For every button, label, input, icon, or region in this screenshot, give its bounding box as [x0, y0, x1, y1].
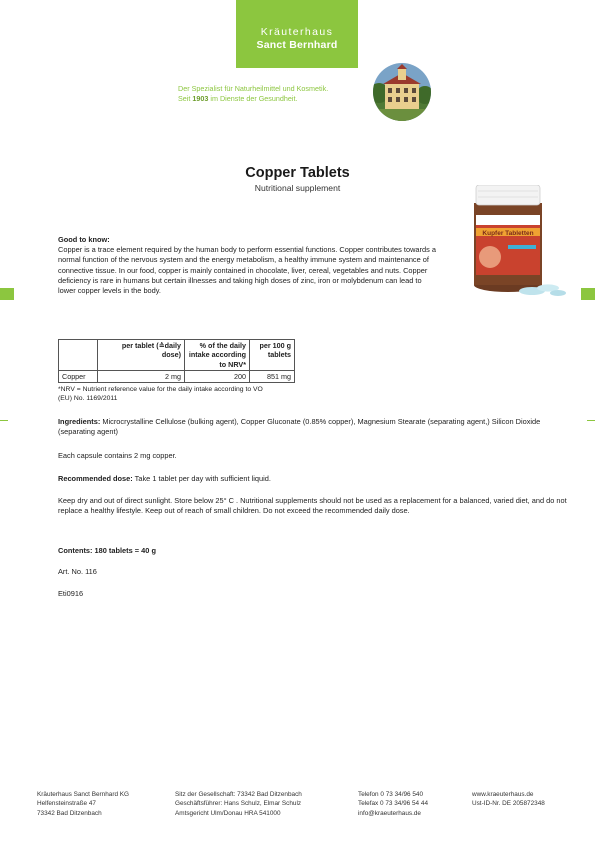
- footer-website[interactable]: www.kraeuterhaus.de: [472, 791, 534, 798]
- brand-name-line2: Sanct Bernhard: [256, 39, 338, 51]
- storage-note: Keep dry and out of direct sunlight. Store below 25° C . Nutritional supplements should not be used as a replacement for a balanced, varied diet, and do not replace a healthy lifestyle. Keep out of reach of small children. Do not exceed the recommended daily dose.: [58, 496, 567, 516]
- good-to-know-section: [58, 235, 578, 296]
- product-subtitle: Nutritional supplement: [254, 183, 341, 193]
- jar-label-text: Kupfer Tabletten: [482, 230, 534, 237]
- table-header-row: [59, 340, 295, 371]
- building-photo: [373, 63, 431, 121]
- table-cell: 200: [185, 371, 250, 383]
- brand-logo: [236, 0, 358, 68]
- ingredients-section: [58, 417, 578, 437]
- nrv-footnote: *NRV = Nutrient reference value for the daily intake according to VO (EU) No. 1169/2011: [58, 386, 263, 403]
- footer-company: Kräuterhaus Sanct Bernhard KG Helfensteinstraße 47 73342 Bad Ditzenbach: [37, 791, 130, 817]
- nutrition-table: [58, 339, 295, 383]
- table-header: [59, 340, 98, 371]
- tagline-line1: Der Spezialist für Naturheilmittel und Kosmetik.: [178, 84, 329, 93]
- article-number: Art. No. 116: [58, 567, 97, 576]
- fold-mark-right: [581, 288, 595, 300]
- fold-mark-left: [0, 288, 14, 300]
- brand-name-line1: Kräuterhaus: [260, 26, 334, 38]
- footer-contact: Telefon 0 73 34/96 540 Telefax 0 73 34/96 54 44 info@kraeuterhaus.de: [358, 791, 428, 817]
- punch-mark-left: [0, 420, 8, 421]
- footer-web: www.kraeuterhaus.de Ust-ID-Nr. DE 205872348: [472, 791, 545, 808]
- punch-mark-right: [587, 420, 595, 421]
- table-row: [59, 371, 295, 383]
- ingredients-label: Ingredients:: [58, 417, 101, 426]
- product-title: Copper Tablets: [245, 165, 350, 181]
- footer-legal: Sitz der Gesellschaft: 73342 Bad Ditzenbach Geschäftsführer: Hans Schulz, Elmar Schulz Amtsgericht Ulm/Donau HRA 541000: [175, 791, 302, 817]
- table-header: per 100 g tablets: [250, 340, 295, 371]
- contents-line: Contents: 180 tablets = 40 g: [58, 546, 156, 555]
- tagline-line2: Seit 1903 im Dienste der Gesundheit.: [178, 94, 298, 104]
- capsule-note: Each capsule contains 2 mg copper.: [58, 451, 177, 460]
- table-cell: Copper: [59, 371, 98, 383]
- dose-text: Take 1 tablet per day with sufficient liquid.: [132, 474, 271, 483]
- table-cell: 2 mg: [98, 371, 185, 383]
- table-cell: 851 mg: [250, 371, 295, 383]
- tagline: [178, 84, 368, 104]
- table-header: per tablet (≙daily dose): [98, 340, 185, 371]
- table-header: % of the daily intake according to NRV*: [185, 340, 250, 371]
- dose-label: Recommended dose:: [58, 474, 133, 483]
- label-code: Eti0916: [58, 589, 84, 598]
- dose-section: [58, 474, 578, 484]
- tagline-year: 1903: [192, 94, 209, 104]
- footer-email[interactable]: info@kraeuterhaus.de: [358, 809, 421, 817]
- ingredients-text: Microcrystalline Cellulose (bulking agent), Copper Gluconate (0.85% copper), Magnesium Stearate (separating agent,) Silicon Dioxide (separating agent): [58, 417, 541, 437]
- good-to-know-heading: Good to know:: [58, 235, 110, 244]
- good-to-know-text: Copper is a trace element required by the human body to perform essential functions. Copper contributes towards a normal function of the nervous system and the energy metabolism, a healthy immune system and maintenance of connective tissue. In our food, copper is mainly contained in chocolate, liver, cereal, vegetables and nuts. Copper deficiency is rare in humans but certain illnesses and taking high doses of zinc, iron or molybdenum can lead to lower copper levels in the body.: [58, 245, 436, 296]
